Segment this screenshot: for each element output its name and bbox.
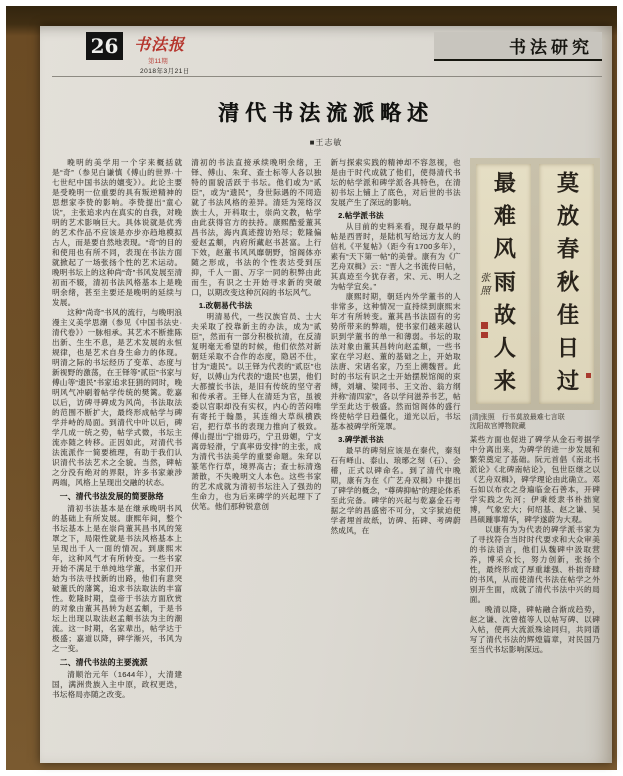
body-paragraph: 某些方面也促进了碑学从金石考据学中分离出来，为碑学的进一步发展和繁荣奠定了基础。阮元首倡《南北书派论》《北碑南帖论》，包世臣继之以《艺舟双楫》，碑学理论由此确立。邓石如以布衣之身遍临金石善本，开碑学实践之先河；伊秉绶隶书朴拙宽博，气象宏大；何绍基、赵之谦、吴昌硕踵事增华，碑学遂蔚为大观。 — [469, 435, 600, 524]
artist-signature: 张照 — [477, 272, 489, 298]
body-paragraph: 新与探索实践的精神却不容忽视，也是由于时代成就了他们，使得清代书坛的帖学派和碑学派各具特色，在清初书坛上铺上了底色，对后世的书法发展产生了深远的影响。 — [330, 158, 461, 207]
section-title: 书法研究 — [509, 38, 593, 58]
subsection-heading: 2.帖学派书法 — [338, 211, 384, 220]
article-column-2 — [191, 158, 321, 760]
paper-name-logo: 书法报 — [134, 35, 186, 54]
page-number: 26 — [86, 32, 123, 60]
article-columns — [40, 148, 612, 760]
article-header — [40, 97, 612, 148]
article-column-4 — [470, 158, 600, 760]
red-seal-icon — [481, 322, 488, 329]
subsection-heading: 3.碑学派书法 — [338, 435, 384, 444]
masthead — [52, 26, 602, 77]
article-column-4-text — [470, 435, 600, 760]
body-paragraph: 最早的碑刻应该是在秦代，秦刻石有峄山、泰山、琅琊之刻（石）、会稽，正式以碑命名。到了清代中晚期，康有为在《广艺舟双楫》中提出了碑学的概念，“尊碑抑帖”的理论体系至此完备。碑学的兴起与乾嘉金石考据之学的昌盛密不可分，文字狱迫使学者埋首故纸，访碑、拓碑、考碑蔚然成风，在 — [330, 446, 461, 535]
section-band — [434, 32, 602, 61]
body-paragraph: 晚明的美学用一个字来概括就是“奇”（参见白谦慎《傅山的世界·十七世纪中国书法的嬗变》）。此论主要是受晚明一位重要的具有叛逆精神的思想家李贽的影响。李贽提出“童心说”，主张追求内在真实的自我，对晚明的艺术影响巨大。具体说就是优秀的艺术作品不应该是亦步亦趋地模拟古人，而是要自然地表现。“奇”的目的和使用也有所不同，表现在书法方面就掀起了一场张扬个性的艺术运动。晚明书坛上的这种尚“奇”书风发展至清初而不辍，清初书法风格基本上是晚明余绪，甚至主要还是晚明的延续与发展。 — [52, 158, 183, 307]
artwork-caption-line1: [清]张照 行书莫放最难七言联 — [469, 414, 565, 421]
body-paragraph: 这种“尚奇”书风的流行，与晚明浪漫主义美学思潮（参见《中国书法史·清代卷》）一脉相承。其艺术不断推陈出新、生生不息，是艺术发展的永恒规律，也是艺术自身生命力的体现。明清之际的书坛经历了变革、态度与新视野的激荡，在王铎等“贰臣”书家与傅山等“遗民”书家追求狂狷的同时，晚明风气冲刷着帖学传统的樊篱。乾嘉以后，访碑寻碑成为风尚，书法取法的范围不断扩大，最终形成帖学与碑学并峙的局面。到清代中叶以后，碑学几成一统之势，帖学式微，书坛主流亦随之转移。正因如此，对清代书法流派作一简要梳理，有助于我们认识清代书法艺术之全貌。当然，碑帖之分没有绝对的界限，许多书家兼涉两端，风格上呈现出交融的状态。 — [52, 308, 183, 487]
body-paragraph: 晚清以降，碑帖融合渐成趋势，赵之谦、沈曾植等人以帖写碑、以碑入帖，使两大流派殊途同归，共同谱写了清代书法的辉煌篇章，对民国乃至当代书坛影响深远。 — [469, 605, 600, 654]
section-heading: 二、清代书法的主要流派 — [59, 658, 148, 667]
newspaper-page — [40, 26, 612, 763]
section-heading: 一、清代书法发展的简要脉络 — [59, 492, 164, 501]
body-paragraph: 明清易代，一些汉族官员、士大夫采取了投靠新主的办法，成为“贰臣”，然而有一部分积极抗清，在反清复明毫无希望的时候，他们依然对新朝廷采取不合作的态度，隐居不仕，甘为“遗民”。以王铎为代表的“贰臣”也好，以傅山为代表的“遗民”也罢，他们大都擅长书法，是旧有传统的坚守者和传承者。王铎人在清廷为官，虽被委以官职却没有实权，内心的苦闷唯有寄托于翰墨，其连绵大草纵横跌宕，把行草书的表现力推向了极致。傅山提出“宁拙毋巧，宁丑毋媚，宁支离毋轻滑，宁真率毋安排”的主张，成为清代书法美学的重要命题。朱耷以篆笔作行草，境界高古；查士标清逸萧散，不失晚明文人本色。这些书家的艺术成就为清初书坛注入了强劲的生命力，也为后来碑学的兴起埋下了伏笔。他们那种锐意创 — [191, 312, 322, 511]
publication-date: 2018年3月21日 — [140, 68, 190, 75]
subsection-heading: 1.改朝易代书法 — [198, 301, 253, 310]
artwork-caption-line2: 沈阳故宫博物院藏 — [469, 423, 526, 430]
couplet-right-scroll — [539, 164, 594, 404]
red-seal-icon — [481, 332, 488, 338]
body-paragraph: 清初的书法直接承续晚明余绪，王铎、傅山、朱耷、查士标等人各以独特的面貌活跃于书坛。他们或为“贰臣”，或为“遗民”，身世际遇的不同造就了书法风格的差异。清廷为笼络汉族士人，开科取士，崇尚文教，帖学由此获得官方的扶持。康熙酷爱董其昌书法，海内真迹搜访殆尽；乾隆偏爱赵孟頫，内府所藏赵书甚富。上行下效，赵董书风风靡朝野，馆阁体亦随之形成，书法的个性表达受到压抑，千人一面、万字一同的积弊由此而生，有识之士开始寻求新的突破口，以期改变这种沉闷的书坛风气。 — [191, 158, 322, 297]
article-column-3 — [331, 158, 461, 760]
issue-number: 第11期 — [148, 58, 168, 65]
body-paragraph: 康熙时期，朝廷内外学董书的人非常多，这种情况一直持续到康熙末年才有所转变。董其昌书法固有的劣势所带来的弊端，使书家们越来越认识到学董书的单一和薄弱。书坛的取法对象由董其昌转向赵孟頫，一些书家在学习赵、董的基础之上，开始取法唐、宋诸名家，乃至上溯魏晋。此时的书坛有识之士开始摆脱馆阁的束缚，刘墉、梁同书、王文治、翁方纲并称“清四家”，各以学问滋养书艺，帖学至此达于极盛。然而馆阁体的盛行终使帖学日趋僵化，道光以后，书坛基本被碑学所笼罩。 — [330, 292, 461, 431]
body-paragraph: 从目前的史料来看，现存最早的帖是西晋时，是陆机写给远方友人的信札《平复帖》（距今有1700多年），素有“天下第一帖”的美誉。康有为《广艺舟双楫》云：“晋人之书流传曰帖，其真迹至今犹存者，宋、元、明人之为帖学宜矣。” — [330, 222, 461, 291]
couplet-left-scroll — [476, 164, 531, 404]
red-seal-icon — [586, 373, 591, 378]
article-column-1 — [52, 158, 182, 760]
couplet-first-line: 莫放春秋佳日过 — [553, 171, 580, 402]
paper-logo-block — [134, 32, 190, 75]
artwork-caption — [470, 413, 600, 431]
article-title: 清代书法流派略述 — [218, 102, 434, 125]
body-paragraph: 清顺治元年（1644年），大清建国，满洲贵族入主中原，政权更迭，书坛格局亦随之改变。 — [52, 670, 183, 699]
article-author: ■王志敏 — [309, 138, 343, 147]
calligraphy-artwork — [470, 158, 600, 410]
body-paragraph: 清初书法基本是在继承晚明书风的基础上有所发展。康熙年间，整个书坛基本上是在崇尚董其昌书风的笼罩之下，局限性就是书法风格基本上呈现出千人一面的情况。到康熙末年，这种风气才有所转变。一些书家开始不满足于单纯地学董，书家们开始为书法寻找新的出路，他们有意突破董氏的藩篱，追求书法取法的丰富性。乾隆时期，皇帝于书法方面欣赏的对象由董其昌转为赵孟頫，于是书坛上出现以取法赵孟頫书法为主的潮流。这一时期，名家辈出，帖学达于极盛；嘉道以降，碑学渐兴，书风为之一变。 — [52, 504, 183, 653]
couplet-second-line: 最难风雨故人来 — [490, 171, 517, 402]
body-paragraph: 以康有为为代表的碑学派书家为了寻找符合当时时代要求和大众审美的书法语言，他们从魏碑中汲取营养，博采众长，努力创新，张扬个性，最终形成了厚重雄强、朴拙奇肆的书风，从而使清代书法在帖学之外别开生面，成就了清代书法中兴的局面。 — [469, 525, 600, 604]
